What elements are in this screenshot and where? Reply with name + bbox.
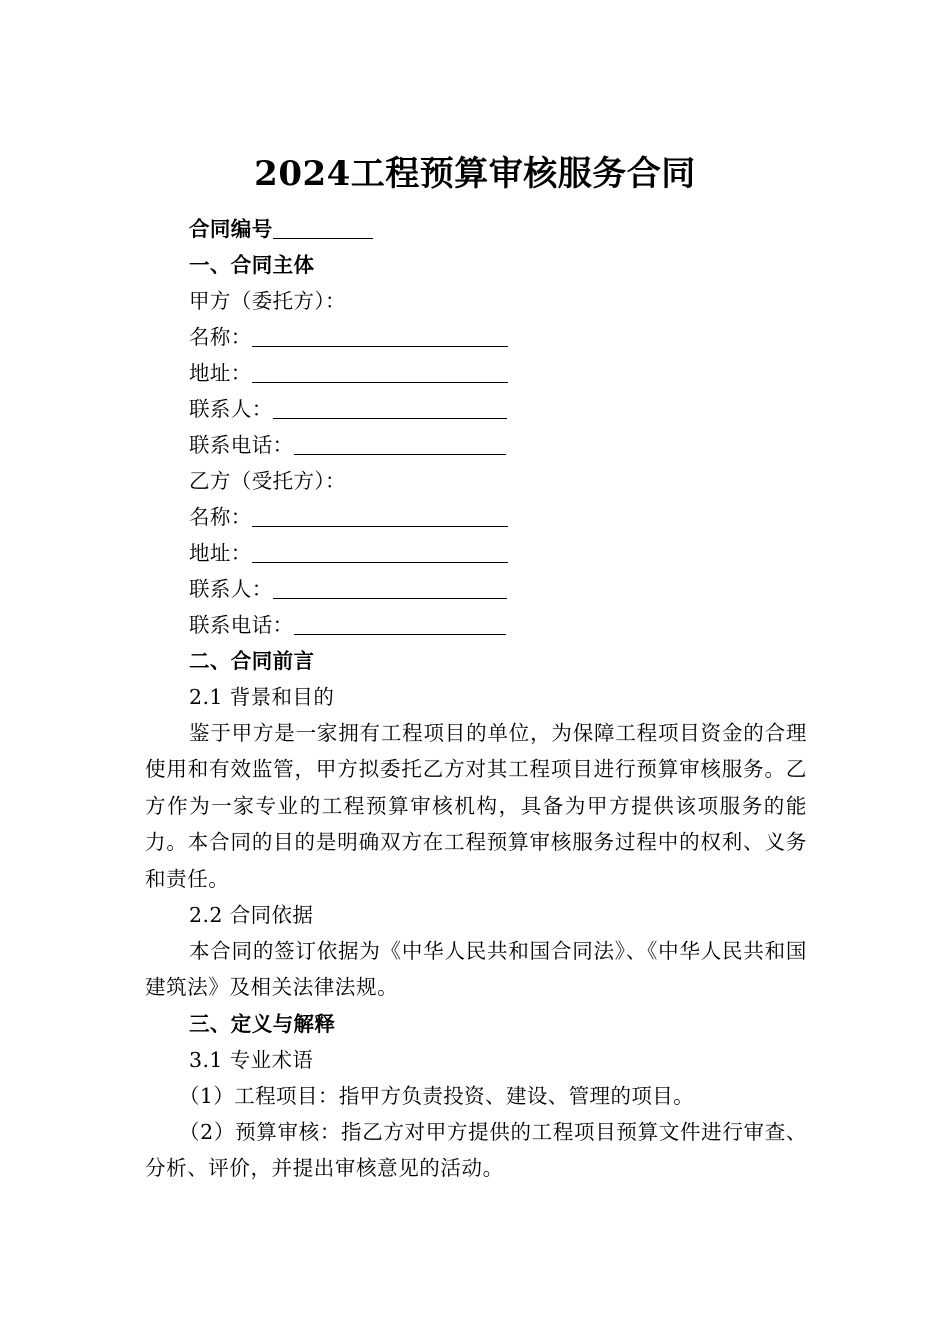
party-a-address-label: 地址： xyxy=(189,361,252,385)
party-b-address-blank xyxy=(252,540,508,563)
section2-heading: 二、合同前言 xyxy=(189,649,315,673)
party-a-contact-label: 联系人： xyxy=(189,397,273,421)
definition-item-2: （2）预算审核：指乙方对甲方提供的工程项目预算文件进行审查、分析、评价，并提出审核意见的活动。 xyxy=(145,1119,807,1181)
section1-heading: 一、合同主体 xyxy=(189,253,315,277)
party-a-name-line xyxy=(145,319,807,355)
party-b-contact-label: 联系人： xyxy=(189,577,273,601)
party-b-name-line xyxy=(145,499,807,535)
party-b-phone-label: 联系电话： xyxy=(189,613,294,637)
party-b-heading: 乙方（受托方）： xyxy=(189,469,346,493)
contract-number-blank xyxy=(273,216,373,239)
document-body xyxy=(145,211,807,1187)
section3-heading: 三、定义与解释 xyxy=(189,1011,336,1036)
party-a-name-label: 名称： xyxy=(189,325,252,349)
party-b-name-blank xyxy=(252,504,508,527)
section3-1-heading: 3.1 专业术语 xyxy=(189,1047,314,1072)
document-title: 2024工程预算审核服务合同 xyxy=(254,154,696,194)
definition-item-1: （1）工程项目：指甲方负责投资、建设、管理的项目。 xyxy=(179,1083,695,1108)
party-a-phone-line xyxy=(145,427,807,463)
party-b-address-line xyxy=(145,535,807,571)
section2-2-paragraph: 本合同的签订依据为《中华人民共和国合同法》、《中华人民共和国建筑法》及相关法律法规。 xyxy=(145,939,807,1000)
party-a-phone-blank xyxy=(294,432,506,455)
party-b-contact-blank xyxy=(273,576,507,599)
party-b-name-label: 名称： xyxy=(189,505,252,529)
party-b-phone-blank xyxy=(294,612,506,635)
party-b-contact-line xyxy=(145,571,807,607)
party-a-address-line xyxy=(145,355,807,391)
party-a-contact-blank xyxy=(273,396,507,419)
section2-1-paragraph: 鉴于甲方是一家拥有工程项目的单位，为保障工程项目资金的合理使用和有效监管，甲方拟委托乙方对其工程项目进行预算审核服务。乙方作为一家专业的工程预算审核机构，具备为甲方提供该项服务的能力。本合同的目的是明确双方在工程预算审核服务过程中的权利、义务和责任。 xyxy=(145,721,807,891)
party-a-name-blank xyxy=(252,324,508,347)
party-a-phone-label: 联系电话： xyxy=(189,433,294,457)
party-b-address-label: 地址： xyxy=(189,541,252,565)
party-a-heading: 甲方（委托方）： xyxy=(189,289,346,313)
party-b-phone-line xyxy=(145,607,807,643)
section2-2-heading: 2.2 合同依据 xyxy=(189,903,314,928)
section2-1-heading: 2.1 背景和目的 xyxy=(189,685,335,709)
contract-number-label: 合同编号 xyxy=(189,217,273,241)
party-a-contact-line xyxy=(145,391,807,427)
party-a-address-blank xyxy=(252,360,508,383)
contract-number-line xyxy=(145,211,807,247)
